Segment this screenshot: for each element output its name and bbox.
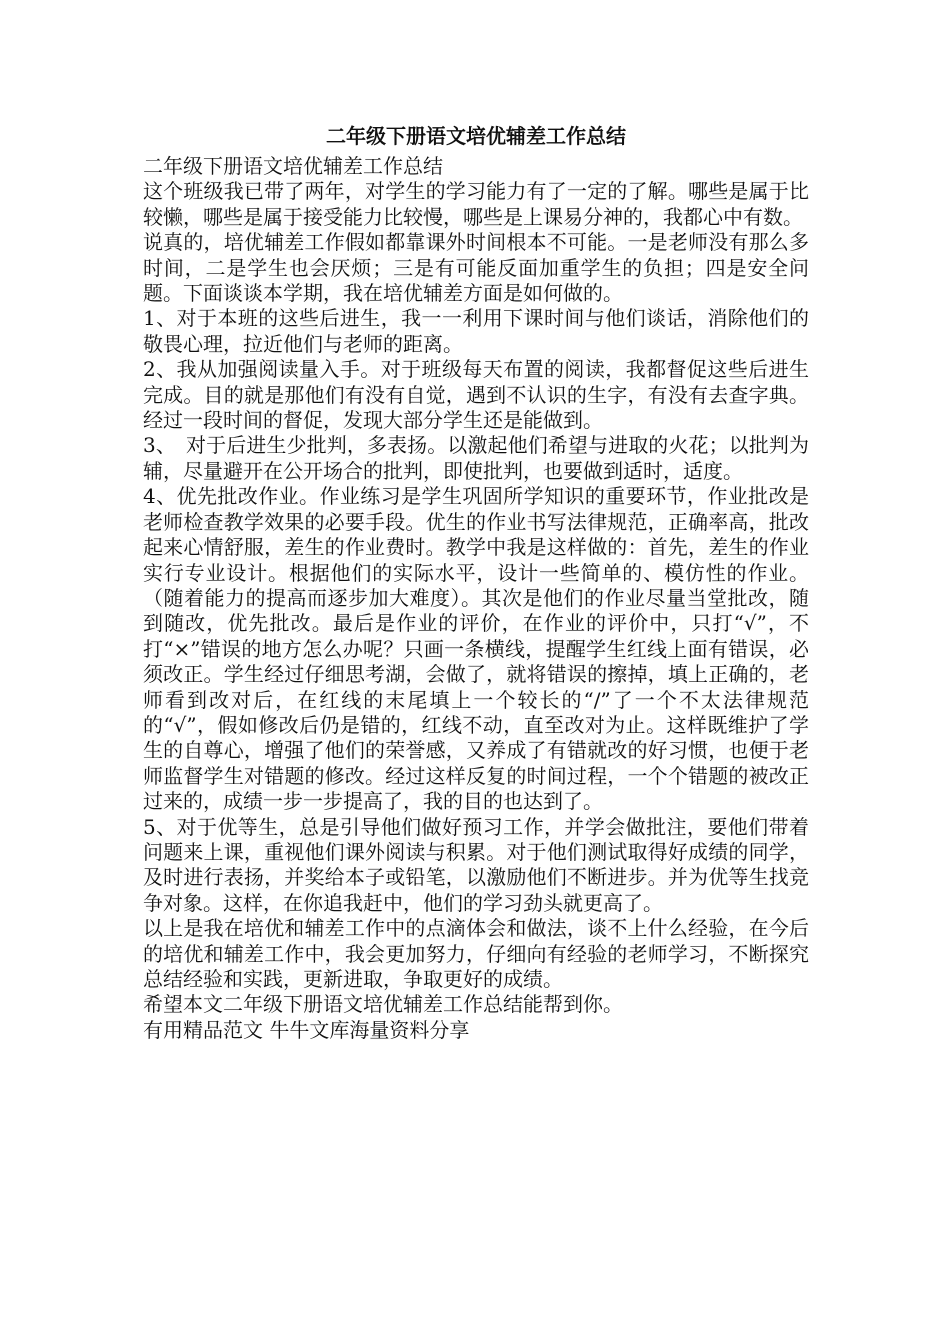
point-4-paragraph: 4、优先批改作业。作业练习是学生巩固所学知识的重要环节，作业批改是老师检查教学效果的必要手段。优生的作业书写法律规范，正确率高，批改起来心情舒服，差生的作业费时。教学中我是这样做的：首先，差生的作业实行专业设计。根据他们的实际水平，设计一些简单的、模仿性的作业。（随着能力的提高而逐步加大难度）。其次是他们的作业尽量当堂批改，随到随改，优先批改。最后是作业的评价，在作业的评价中，只打“√”，不打“×”错误的地方怎么办呢？只画一条横线，提醒学生红线上面有错误，必须改正。学生经过仔细思考湖，会做了，就将错误的擦掉，填上正确的，老师看到改对后，在红线的末尾填上一个较长的“/”了一个不太法律规范的“√”，假如修改后仍是错的，红线不动，直至改对为止。这样既维护了学生的自尊心，增强了他们的荣誉感，又养成了有错就改的好习惯，也便于老师监督学生对错题的修改。经过这样反复的时间过程，一个个错题的被改正过来的，成绩一步一步提高了，我的目的也达到了。 xyxy=(143,484,809,814)
point-2-paragraph: 2、我从加强阅读量入手。对于班级每天布置的阅读，我都督促这些后进生完成。目的就是那他们有没有自觉，遇到不认识的生字，有没有去查字典。经过一段时间的督促，发现大部分学生还是能做到。 xyxy=(143,357,809,433)
conclusion-paragraph: 以上是我在培优和辅差工作中的点滴体会和做法，谈不上什么经验，在今后的培优和辅差工作中，我会更加努力，仔细向有经验的老师学习，不断探究总结经验和实践，更新进取，争取更好的成绩。 xyxy=(143,916,809,991)
footer-note: 有用精品范文 牛牛文库海量资料分享 xyxy=(143,1017,470,1042)
context-paragraph: 说真的，培优辅差工作假如都靠课外时间根本不可能。一是老师没有那么多时间，二是学生也会厌烦；三是有可能反面加重学生的负担；四是安全问题。下面谈谈本学期，我在培优辅差方面是如何做的。 xyxy=(143,230,809,306)
closing-paragraph: 希望本文二年级下册语文培优辅差工作总结能帮到你。 xyxy=(143,992,623,1017)
point-5-paragraph: 5、对于优等生，总是引导他们做好预习工作，并学会做批注，要他们带着问题来上课，重视他们课外阅读与积累。对于他们测试取得好成绩的同学，及时进行表扬，并奖给本子或铅笔，以激励他们不断进步。并为优等生找竞争对象。这样，在你追我赶中，他们的学习劲头就更高了。 xyxy=(143,814,809,915)
intro-paragraph: 这个班级我已带了两年，对学生的学习能力有了一定的了解。哪些是属于比较懒，哪些是属于接受能力比较慢，哪些是上课易分神的，我都心中有数。 xyxy=(143,179,809,229)
subtitle-paragraph: 二年级下册语文培优辅差工作总结 xyxy=(143,154,443,178)
document-body xyxy=(143,118,809,1043)
document-title: 二年级下册语文培优辅差工作总结 xyxy=(326,124,626,148)
point-1-paragraph: 1、对于本班的这些后进生，我一一利用下课时间与他们谈话，消除他们的敬畏心理，拉近他们与老师的距离。 xyxy=(143,306,809,356)
point-3-paragraph: 3、 对于后进生少批判，多表扬。以激起他们希望与进取的火花；以批判为辅，尽量避开在公开场合的批判，即使批判，也要做到适时，适度。 xyxy=(143,433,809,483)
